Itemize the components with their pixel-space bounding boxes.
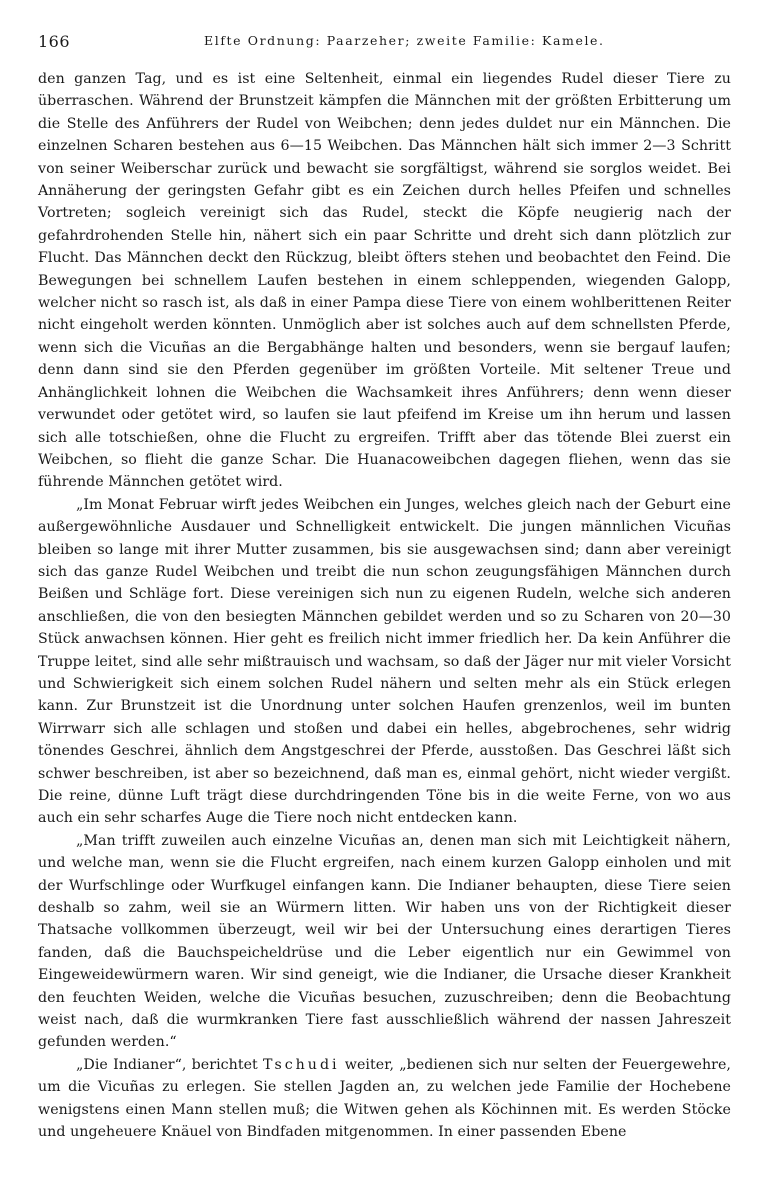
paragraph: „Im Monat Februar wirft jedes Weibchen ein Junges, welches gleich nach der Geburt eine außergewöhnliche Ausdauer und Schnelligkeit entwickelt. Die jungen männlichen Vicuñas bleiben so lange mit ihrer Mutter zusammen, bis sie ausgewachsen sind; dann aber vereinigt sich das ganze Rudel Weibchen und treibt die nun schon zeugungsfähigen Männchen durch Beißen und Schläge fort. Diese vereinigen sich nun zu eigenen Rudeln, welche sich anderen anschließen, die von den besiegten Männchen gebildet werden und so zu Scharen von 20—30 Stück anwachsen können. Hier geht es freilich nicht immer friedlich her. Da kein Anführer die Truppe leitet, sind alle sehr mißtrauisch und wachsam, so daß der Jäger nur mit vieler Vorsicht und Schwierigkeit sich einem solchen Rudel nähern und selten mehr als ein Stück erlegen kann. Zur Brunstzeit ist die Unordnung unter solchen Haufen grenzenlos, weil im bunten Wirrwarr sich alle schlagen und stoßen und dabei ein helles, abgebrochenes, sehr widrig tönendes Geschrei, ähnlich dem Angstgeschrei der Pferde, ausstoßen. Das Geschrei läßt sich schwer beschreiben, ist aber so bezeichnend, daß man es, einmal gehört, nicht wieder vergißt. Die reine, dünne Luft trägt diese durchdringenden Töne bis in die weite Ferne, von wo aus auch ein sehr scharfes Auge die Tiere noch nicht entdecken kann.	[38, 496, 731, 827]
paragraph: „Man trifft zuweilen auch einzelne Vicuñas an, denen man sich mit Leichtigkeit nähern, und welche man, wenn sie die Flucht ergreifen, nach einem kurzen Galopp einholen und mit der Wurfschlinge oder Wurfkugel einfangen kann. Die Indianer behaupten, diese Tiere seien deshalb so zahm, weil sie an Würmern litten. Wir haben uns von der Richtigkeit dieser Thatsache vollkommen überzeugt, weil wir bei der Untersuchung eines derartigen Tieres fanden, daß die Bauchspeicheldrüse und die Leber eigentlich nur ein Gewimmel von Eingeweidewürmern waren. Wir sind geneigt, wie die Indianer, die Ursache dieser Krankheit den feuchten Weiden, welche die Vicuñas besuchen, zuzuschreiben; denn die Beobachtung weist nach, daß die wurmkranken Tiere fast ausschließlich während der nassen Jahreszeit gefunden werden.“	[38, 832, 731, 1051]
page-number: 166	[38, 32, 71, 51]
paragraph: den ganzen Tag, und es ist eine Seltenheit, einmal ein liegendes Rudel dieser Tiere zu überraschen. Während der Brunstzeit kämpfen die Männchen mit der größten Erbitterung um die Stelle des Anführers der Rudel von Weibchen; denn jedes duldet nur ein Männchen. Die einzelnen Scharen bestehen aus 6—15 Weibchen. Das Männchen hält sich immer 2—3 Schritt von seiner Weiberschar zurück und bewacht sie sorgfältigst, während sie sorglos weidet. Bei Annäherung der geringsten Gefahr gibt es ein Zeichen durch helles Pfeifen und schnelles Vortreten; sogleich vereinigt sich das Rudel, steckt die Köpfe neugierig nach der gefahrdrohenden Stelle hin, nähert sich ein paar Schritte und dreht sich dann plötzlich zur Flucht. Das Männchen deckt den Rückzug, bleibt öfters stehen und beobachtet den Feind. Die Bewegungen bei schnellem Laufen bestehen in einem schleppenden, wiegenden Galopp, welcher nicht so rasch ist, als daß in einer Pampa diese Tiere von einem wohlberittenen Reiter nicht eingeholt werden könnten. Unmöglich aber ist solches auch auf dem schnellsten Pferde, wenn sich die Vicuñas an die Bergabhänge halten und besonders, wenn sie bergauf laufen; denn dann sind sie den Pferden gegenüber im größten Vorteile. Mit seltener Treue und Anhänglichkeit lohnen die Weibchen die Wachsamkeit ihres Anführers; denn wenn dieser verwundet oder getötet wird, so laufen sie laut pfeifend im Kreise um ihn herum und lassen sich alle totschießen, ohne die Flucht zu ergreifen. Trifft aber das tötende Blei zuerst ein Weibchen, so flieht die ganze Schar. Die Huanacoweibchen dagegen fliehen, wenn das sie führende Männchen getötet wird.	[38, 71, 731, 491]
author-name: Tschudi	[263, 1056, 340, 1073]
book-page	[38, 30, 731, 1144]
paragraph-text: „Die Indianer“, berichtet	[76, 1056, 264, 1073]
page-header	[38, 30, 731, 54]
running-head: Elfte Ordnung: Paarzeher; zweite Familie: Kamele.	[204, 33, 605, 48]
paragraph	[38, 1054, 731, 1144]
paragraph-text: weiter, „bedienen sich nur selten der Feuergewehre, um die Vicuñas zu erlegen. Sie stellen Jagden an, zu welchen jede Familie der Hochebene wenigstens einen Mann stellen muß; die Witwen gehen als Köchinnen mit. Es werden Stöcke und ungeheuere Knäuel von Bindfaden mitgenommen. In einer passenden Ebene	[38, 1056, 731, 1141]
body-text	[38, 68, 731, 1144]
